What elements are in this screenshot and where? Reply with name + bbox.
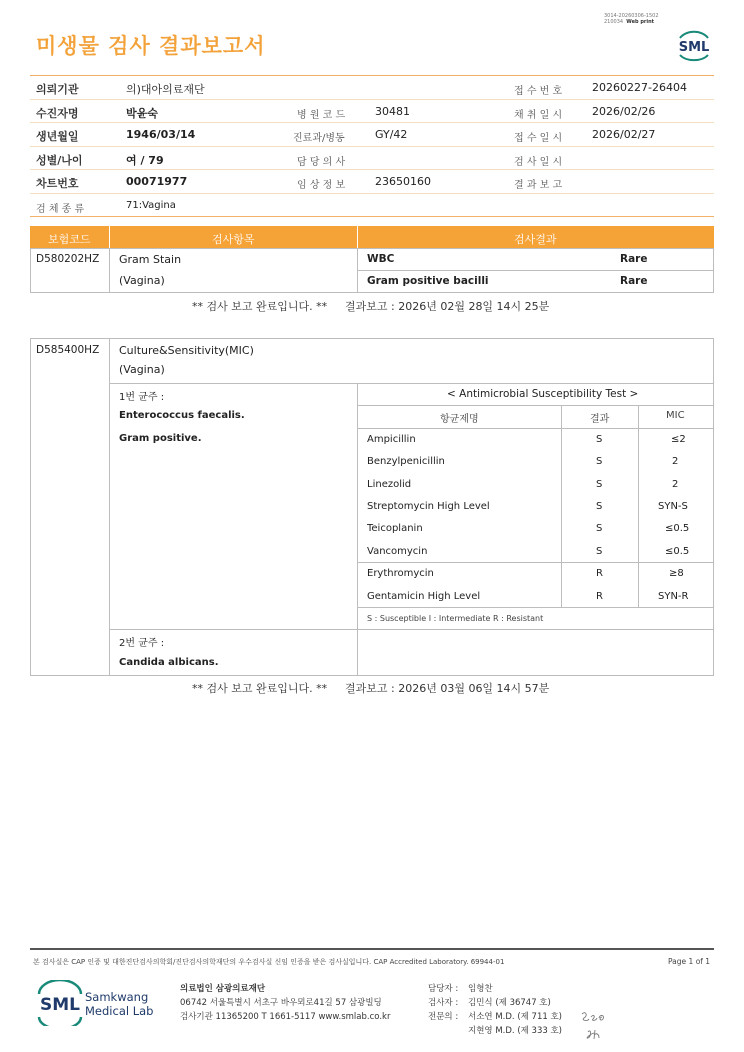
gram-complete-note: ** 검사 보고 완료입니다. **: [192, 300, 328, 313]
label-received: 접 수 일 시: [514, 133, 563, 144]
staff-name: 서소연 M.D. (제 711 호): [468, 1012, 563, 1022]
document-sub-code: 210034: [604, 19, 624, 25]
results-header: [30, 226, 714, 248]
samkwang-logo-icon: [36, 980, 156, 1026]
organism2-name: Candida albicans.: [119, 657, 219, 668]
gram-report-time: 결과보고 : 2026년 02월 28일 14시 25분: [345, 300, 550, 313]
ast-drug: Teicoplanin: [367, 523, 423, 534]
ast-drug: Erythromycin: [367, 568, 434, 579]
footer-logo-line1: Samkwang: [85, 990, 149, 1004]
ast-mic: ≤0.5: [665, 546, 690, 557]
info-row-specimen: [30, 194, 714, 218]
label-dob: 생년월일: [36, 130, 79, 143]
ast-result: S: [596, 456, 603, 467]
label-reported: 결 과 보 고: [514, 180, 563, 191]
ast-drug: Ampicillin: [367, 434, 416, 445]
value-dept: GY/42: [375, 128, 408, 141]
org-address: 06742 서울특별시 서초구 바우뫼로41길 57 삼광빌딩: [180, 998, 382, 1008]
ast-mic: 2: [672, 456, 679, 467]
organism2-label: 2번 균주 :: [119, 638, 165, 649]
value-chart-no: 00071977: [126, 175, 188, 188]
staff-name: 임형찬: [468, 984, 493, 994]
label-specimen: 검 체 종 류: [36, 203, 85, 215]
ast-drug: Gentamicin High Level: [367, 591, 481, 602]
value-sex-age: 여 / 79: [126, 153, 164, 167]
staff-role: 담당자 :: [428, 984, 459, 994]
label-clinical-info: 임 상 정 보: [297, 180, 346, 191]
ast-drug: Benzylpenicillin: [367, 456, 445, 467]
footer-staff: [428, 982, 562, 1038]
ast-mic: ≥8: [669, 568, 684, 579]
organism1-label: 1번 균주 :: [119, 392, 165, 403]
footer-organization: [180, 982, 390, 1024]
header-test-item: 검사항목: [212, 233, 255, 246]
patient-info-table: [30, 75, 714, 217]
culture-section: [30, 338, 714, 676]
signature-icon: [578, 1008, 614, 1042]
ast-mic: 2: [672, 479, 679, 490]
gram-result-value-1: Rare: [620, 253, 648, 265]
label-doctor: 담 당 의 사: [297, 156, 346, 168]
document-code: 3014-20260306-1502: [604, 13, 659, 19]
page-number: Page 1 of 1: [668, 957, 711, 966]
footer-divider: [30, 948, 714, 950]
culture-item: Culture&Sensitivity(MIC): [119, 344, 254, 357]
ast-legend: S : Susceptible I : Intermediate R : Resistant: [367, 614, 544, 623]
info-row-requester: [30, 75, 714, 100]
ast-drug: Streptomycin High Level: [367, 501, 490, 512]
ast-result: R: [596, 568, 603, 579]
ast-mic: ≤2: [671, 434, 686, 445]
staff-role: 검사자 :: [428, 998, 459, 1008]
ast-title: < Antimicrobial Susceptibility Test >: [447, 388, 639, 400]
gram-stain-section: [30, 248, 714, 293]
value-receipt-no: 20260227-26404: [592, 81, 687, 94]
ast-mic: ≤0.5: [665, 523, 690, 534]
label-hospital-code: 병 원 코 드: [297, 109, 346, 121]
label-receipt-no: 접 수 번 호: [514, 86, 563, 97]
header-test-result: 검사결과: [514, 233, 557, 246]
value-dob: 1946/03/14: [126, 128, 196, 141]
staff-name: 김민식 (제 36747 호): [468, 998, 551, 1008]
value-collected: 2026/02/26: [592, 104, 656, 118]
organism1-gram: Gram positive.: [119, 433, 202, 444]
ast-result: R: [596, 591, 603, 602]
label-dept: 진료과/병동: [293, 133, 345, 144]
gram-result-value-2: Rare: [620, 275, 648, 287]
footer-logo-line2: Medical Lab: [85, 1004, 154, 1018]
ast-drug: Vancomycin: [367, 546, 428, 557]
staff-name: 지현영 M.D. (제 333 호): [468, 1026, 563, 1036]
culture-report-time: 결과보고 : 2026년 03월 06일 14시 57분: [345, 682, 550, 695]
info-row-name: [30, 100, 714, 124]
value-name: 박윤숙: [126, 106, 158, 120]
ast-result: S: [596, 523, 603, 534]
gram-code: D580202HZ: [36, 253, 100, 265]
value-clinical-info: 23650160: [375, 175, 431, 188]
value-specimen: 71:Vagina: [126, 199, 176, 211]
gram-result-name-1: WBC: [367, 253, 395, 265]
footer-logo-text: SML: [40, 995, 80, 1015]
info-row-dob: [30, 123, 714, 147]
label-chart-no: 차트번호: [36, 177, 79, 190]
culture-complete-note: ** 검사 보고 완료입니다. **: [192, 682, 328, 695]
gram-item: Gram Stain: [119, 253, 182, 266]
report-title: 미생물 검사 결과보고서: [36, 34, 266, 58]
label-name: 수진자명: [36, 106, 79, 120]
label-sex-age: 성별/나이: [36, 153, 83, 167]
ast-result: S: [596, 546, 603, 557]
info-row-chart: [30, 170, 714, 194]
footer-certification: 본 검사실은 CAP 인증 및 대한진단검사의학회/진단검사의학재단의 우수검사실 신임 인증을 받은 검사실입니다. CAP Accredited Laboratory. 69944-01: [33, 958, 505, 966]
culture-code: D585400HZ: [36, 344, 100, 356]
org-contact: 검사기관 11365200 T 1661-5117 www.smlab.co.kr: [180, 1012, 391, 1022]
label-tested: 검 사 일 시: [514, 156, 563, 168]
web-print-label: Web print: [626, 19, 655, 25]
sml-logo-text: SML: [678, 40, 710, 55]
org-name: 의료법인 삼광의료재단: [180, 984, 266, 994]
ast-header-mic: MIC: [666, 410, 685, 421]
ast-header-result: 결과: [590, 414, 610, 425]
gram-specimen: (Vagina): [119, 274, 165, 287]
header-insurance-code: 보험코드: [48, 233, 91, 246]
ast-mic: SYN-S: [658, 501, 688, 512]
info-row-sex-age: [30, 147, 714, 171]
ast-result: S: [596, 434, 603, 445]
ast-header-drug: 항균제명: [440, 414, 479, 425]
culture-specimen: (Vagina): [119, 363, 165, 376]
ast-result: S: [596, 501, 603, 512]
label-requester: 의뢰기관: [36, 83, 79, 96]
value-received: 2026/02/27: [592, 128, 656, 141]
document-id: [604, 13, 659, 25]
ast-mic: SYN-R: [658, 591, 689, 602]
gram-result-name-2: Gram positive bacilli: [367, 275, 489, 287]
label-collected: 채 취 일 시: [514, 109, 563, 121]
sml-logo-icon: [674, 26, 714, 62]
value-hospital-code: 30481: [375, 104, 410, 118]
ast-result: S: [596, 479, 603, 490]
organism1-name: Enterococcus faecalis.: [119, 410, 245, 421]
ast-drug: Linezolid: [367, 479, 412, 490]
value-requester: 의)대아의료재단: [126, 83, 205, 96]
staff-role: 전문의 :: [428, 1012, 459, 1022]
